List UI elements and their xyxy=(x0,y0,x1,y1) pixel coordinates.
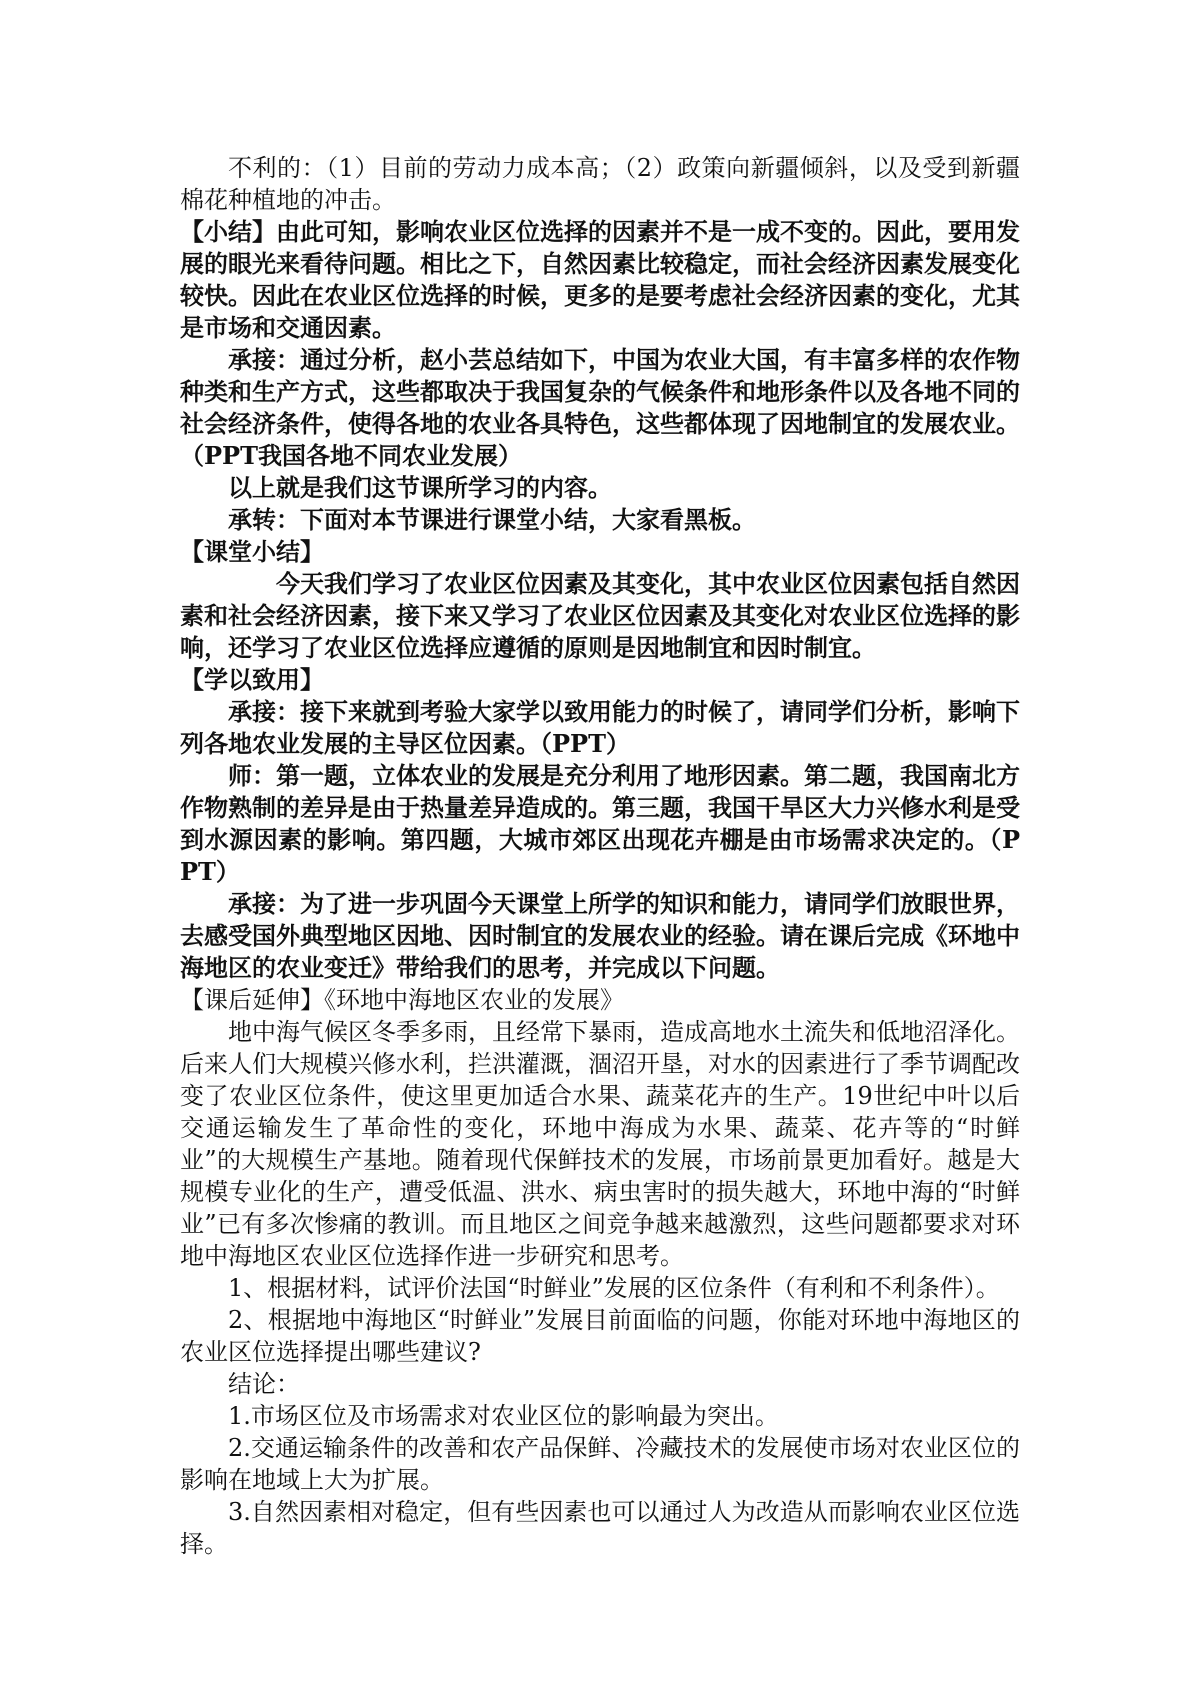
paragraph-mediterranean: 地中海气候区冬季多雨，且经常下暴雨，造成高地水土流失和低地沼泽化。后来人们大规模兴修水利，拦洪灌溉，涸沼开垦，对水的因素进行了季节调配改变了农业区位条件，使这里更加适合水果、蔬菜花卉的生产。19世纪中叶以后交通运输发生了革命性的变化，环地中海成为水果、蔬菜、花卉等的“时鲜业”的大规模生产基地。随着现代保鲜技术的发展，市场前景更加看好。越是大规模专业化的生产，遭受低温、洪水、病虫害时的损失越大，环地中海的“时鲜业”已有多次惨痛的教训。而且地区之间竞争越来越激烈，这些问题都要求对环地中海地区农业区位选择作进一步研究和思考。 xyxy=(180,1018,1020,1270)
conclusion-3: 3.自然因素相对稳定，但有些因素也可以通过人为改造从而影响农业区位选择。 xyxy=(180,1498,1020,1558)
heading-extension: 【课后延伸】《环地中海地区农业的发展》 xyxy=(180,986,624,1014)
conclusion-1: 1.市场区位及市场需求对农业区位的影响最为突出。 xyxy=(228,1402,779,1430)
paragraph-transition-4: 承接：为了进一步巩固今天课堂上所学的知识和能力，请同学们放眼世界，去感受国外典型地区因地、因时制宜的发展农业的经验。请在课后完成《环地中海地区的农业变迁》带给我们的思考，并完成以下问题。 xyxy=(180,889,1020,982)
paragraph-transition-3: 承接：接下来就到考验大家学以致用能力的时候了，请同学们分析，影响下列各地农业发展的主导区位因素。（PPT） xyxy=(180,697,1020,758)
question-1: 1、根据材料，试评价法国“时鲜业”发展的区位条件（有利和不利条件）。 xyxy=(228,1274,1000,1302)
paragraph-unfavorable: 不利的：（1）目前的劳动力成本高；（2）政策向新疆倾斜，以及受到新疆棉花种植地的冲击。 xyxy=(180,154,1020,214)
paragraph-teacher: 师：第一题，立体农业的发展是充分利用了地形因素。第二题，我国南北方作物熟制的差异是由于热量差异造成的。第三题，我国干旱区大力兴修水利是受到水源因素的影响。第四题，大城市郊区出现花卉棚是由市场需求决定的。（PPT） xyxy=(180,761,1020,886)
paragraph-summary: 【小结】由此可知，影响农业区位选择的因素并不是一成不变的。因此，要用发展的眼光来看待问题。相比之下，自然因素比较稳定，而社会经济因素发展变化较快。因此在农业区位选择的时候，更多的是要考虑社会经济因素的变化，尤其是市场和交通因素。 xyxy=(180,217,1020,342)
paragraph-transition-1: 承接：通过分析，赵小芸总结如下，中国为农业大国，有丰富多样的农作物种类和生产方式，这些都取决于我国复杂的气候条件和地形条件以及各地不同的社会经济条件，使得各地的农业各具特色，这些都体现了因地制宜的发展农业。（PPT我国各地不同农业发展） xyxy=(180,345,1020,470)
paragraph-class-summary: 今天我们学习了农业区位因素及其变化，其中农业区位因素包括自然因素和社会经济因素，接下来又学习了农业区位因素及其变化对农业区位选择的影响，还学习了农业区位选择应遵循的原则是因地制宜和因时制宜。 xyxy=(180,569,1020,662)
heading-application: 【学以致用】 xyxy=(180,665,324,694)
heading-class-summary: 【课堂小结】 xyxy=(180,537,324,566)
document-page xyxy=(180,152,1020,1560)
conclusion-label: 结论： xyxy=(228,1370,300,1398)
conclusion-2: 2.交通运输条件的改善和农产品保鲜、冷藏技术的发展使市场对农业区位的影响在地域上大为扩展。 xyxy=(180,1434,1020,1494)
paragraph-content-end: 以上就是我们这节课所学习的内容。 xyxy=(228,473,612,502)
question-2: 2、根据地中海地区“时鲜业”发展目前面临的问题，你能对环地中海地区的农业区位选择提出哪些建议? xyxy=(180,1306,1020,1366)
paragraph-transition-2: 承转：下面对本节课进行课堂小结，大家看黑板。 xyxy=(228,505,756,534)
